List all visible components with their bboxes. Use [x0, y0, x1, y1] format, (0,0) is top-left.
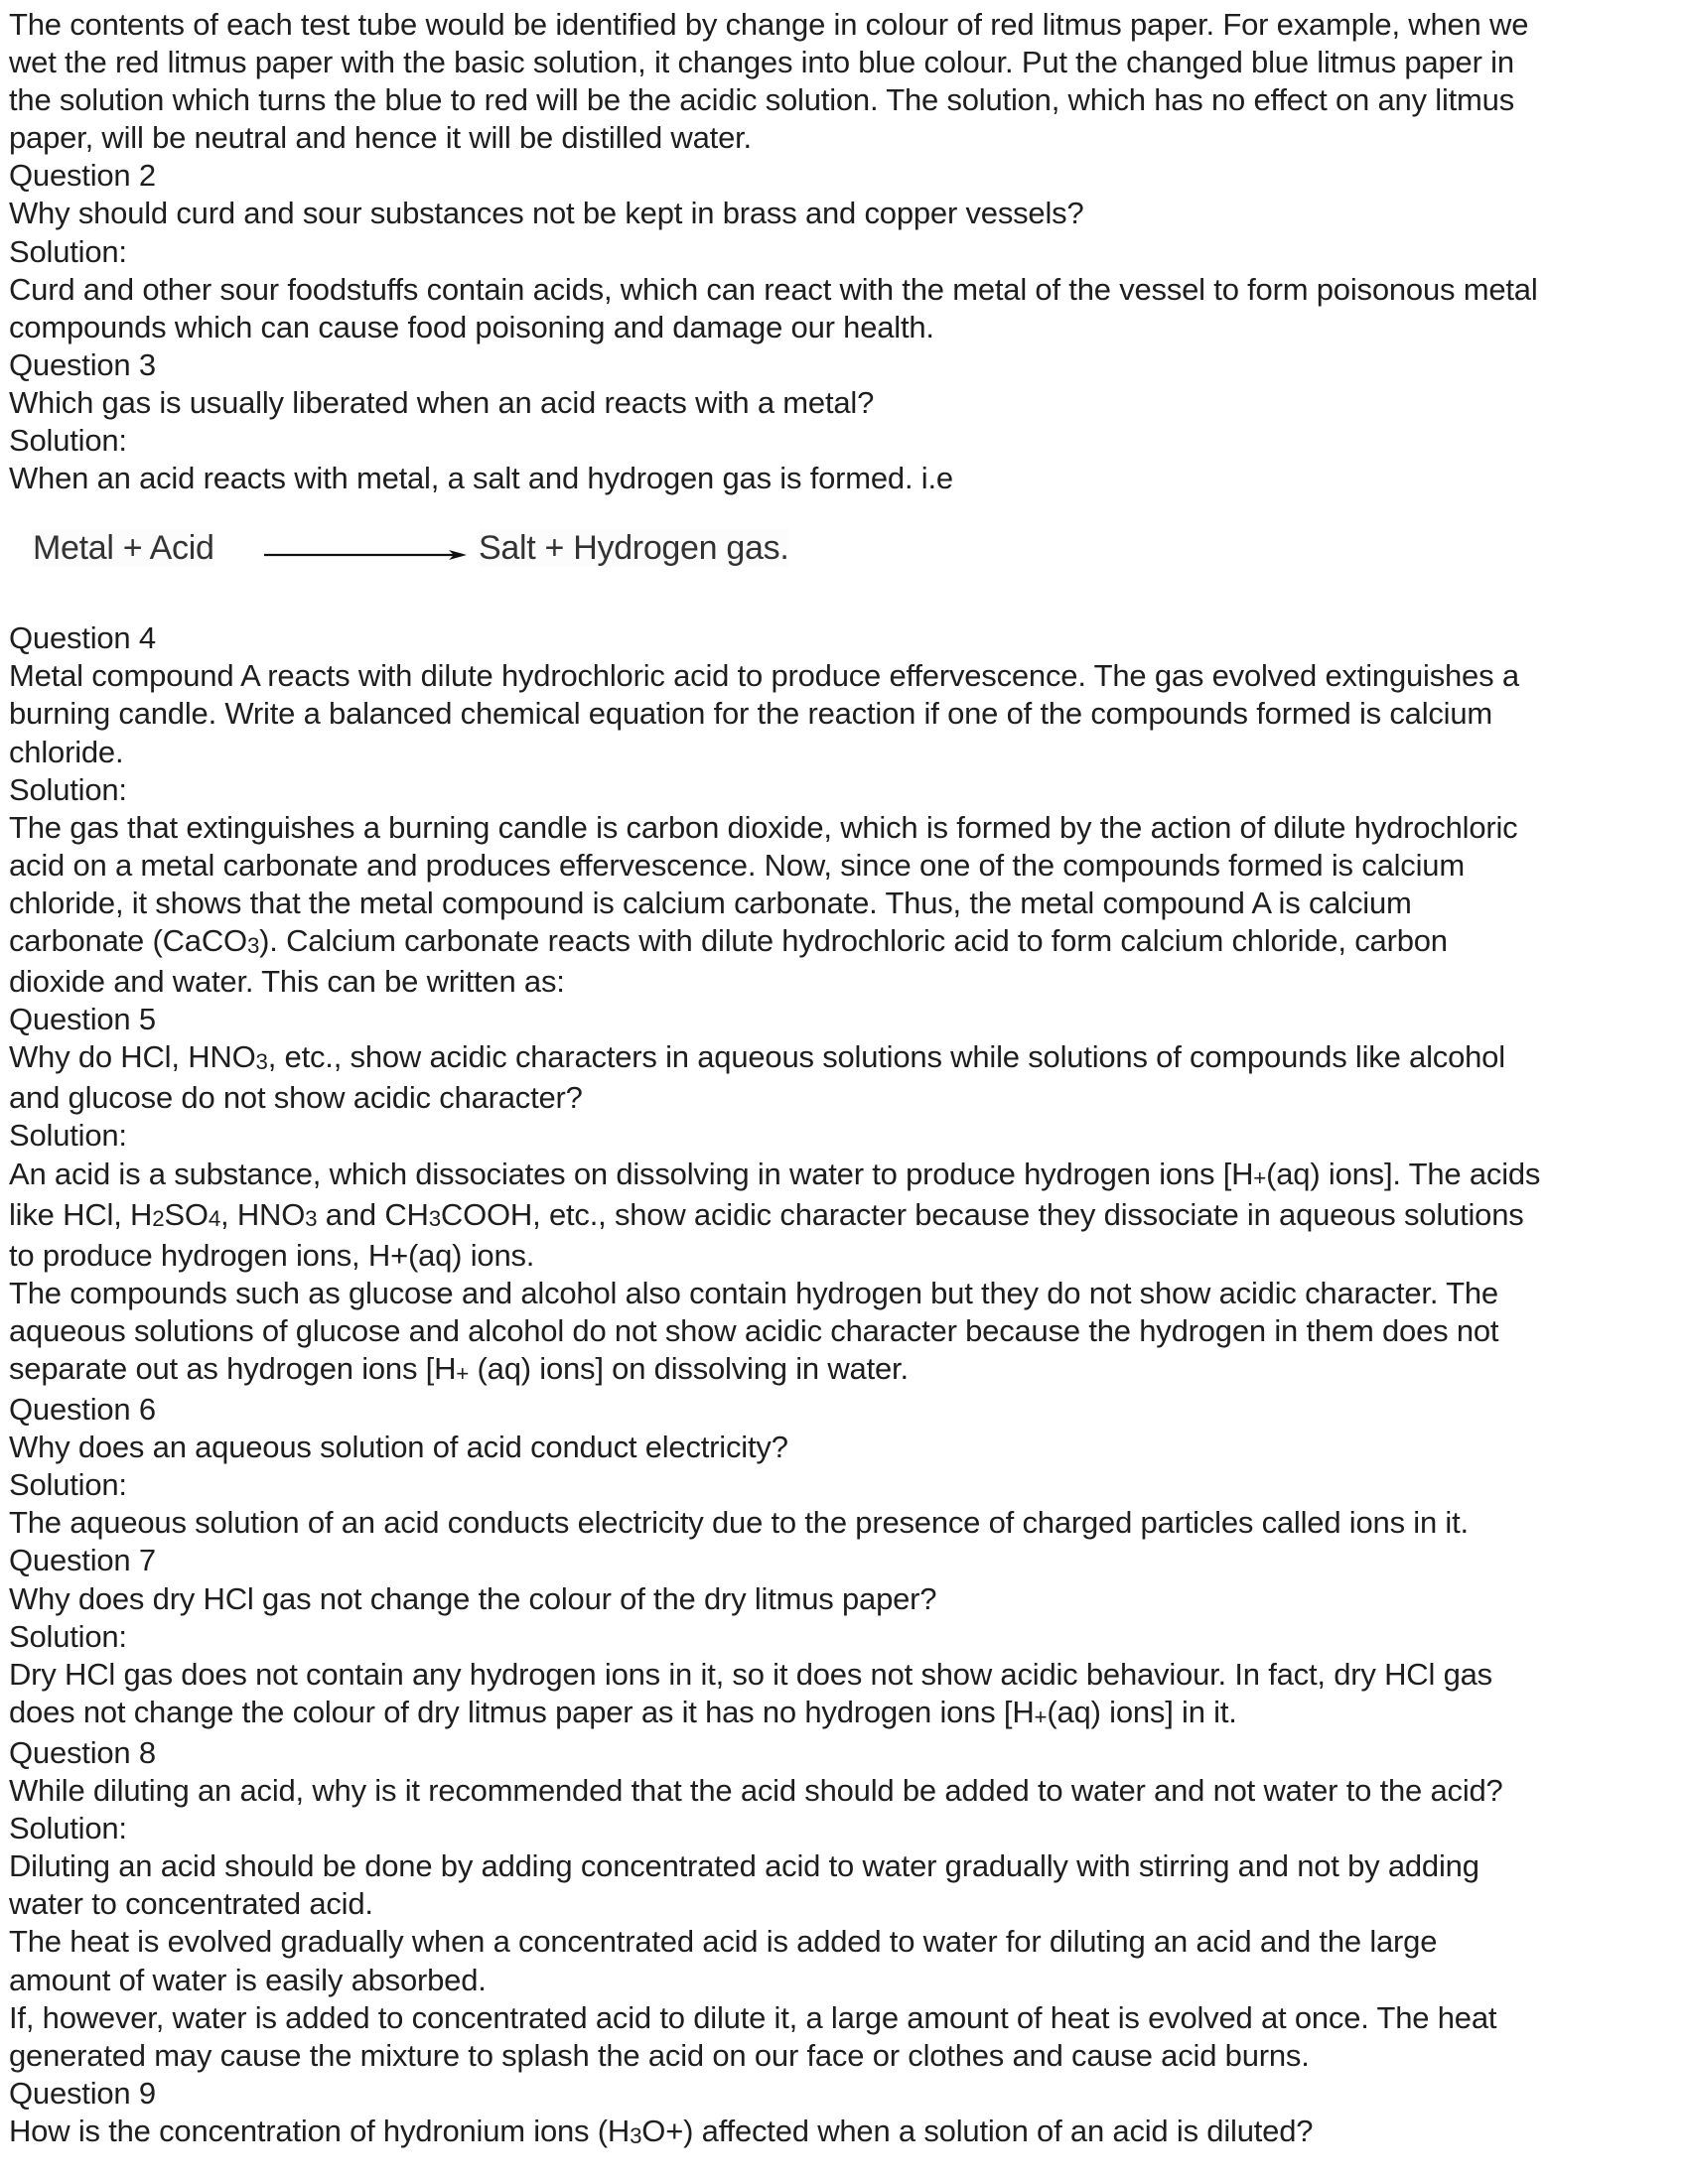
- question-heading: Question 3: [9, 346, 156, 382]
- answer-line: Diluting an acid should be done by adding concentrated acid to water gradually with stirring and not by adding: [9, 1848, 1479, 1884]
- answer-line: When an acid reacts with metal, a salt and hydrogen gas is formed. i.e: [9, 461, 953, 496]
- answer-line: chloride, it shows that the metal compound is calcium carbonate. Thus, the metal compound A is calcium: [9, 885, 1412, 920]
- question-text: Why does dry HCl gas not change the colour of the dry litmus paper?: [9, 1580, 937, 1616]
- text-run: Why do HCl, HNO: [9, 1039, 256, 1075]
- question-8-block: [9, 1734, 1687, 2075]
- text-run: How is the concentration of hydronium ions (H: [9, 2113, 631, 2148]
- text-run: An acid is a substance, which dissociates on dissolving in water to produce hydrogen ions [H: [9, 1156, 1254, 1191]
- text-run: , etc., show acidic characters in aqueous solutions while solutions of compounds like alcohol: [267, 1039, 1505, 1075]
- question-text: [9, 1038, 1687, 1079]
- question-heading: Question 4: [9, 620, 156, 656]
- question-9-block: [9, 2075, 1687, 2153]
- answer-line: The compounds such as glucose and alcohol also contain hydrogen but they do not show acidic character. The: [9, 1275, 1498, 1310]
- subscript: +: [1034, 1704, 1048, 1729]
- answer-line: aqueous solutions of glucose and alcohol do not show acidic character because the hydrogen in them does not: [9, 1312, 1499, 1348]
- subscript: 3: [630, 2122, 642, 2148]
- solution-label: Solution:: [9, 1467, 127, 1503]
- text-run: (aq) ions]. The acids: [1266, 1156, 1541, 1191]
- subscript: 3: [255, 1049, 268, 1075]
- question-text: [9, 2113, 1687, 2153]
- answer-line: Dry HCl gas does not contain any hydrogen ions in it, so it does not show acidic behaviour. In fact, dry HCl gas: [9, 1656, 1492, 1692]
- answer-line: If, however, water is added to concentrated acid to dilute it, a large amount of heat is evolved at once. The heat: [9, 1999, 1497, 2035]
- text-run: (aq) ions] on dissolving in water.: [469, 1351, 909, 1386]
- text-line: wet the red litmus paper with the basic solution, it changes into blue colour. Put the changed blue litmus paper in: [9, 45, 1514, 80]
- solution-label: Solution:: [9, 1811, 127, 1846]
- subscript: 2: [152, 1206, 165, 1232]
- answer-line: [9, 922, 1687, 963]
- answer-line: to produce hydrogen ions, H+(aq) ions.: [9, 1237, 535, 1273]
- question-text: While diluting an acid, why is it recommended that the acid should be added to water and not water to the acid?: [9, 1773, 1503, 1809]
- subscript: +: [1253, 1165, 1267, 1191]
- question-text: Metal compound A reacts with dilute hydrochloric acid to produce effervescence. The gas evolved extinguishes a: [9, 658, 1519, 694]
- text-line: The contents of each test tube would be identified by change in colour of red litmus paper. For example, when we: [9, 7, 1529, 42]
- text-run: separate out as hydrogen ions [H: [9, 1351, 457, 1386]
- answer-line: The heat is evolved gradually when a concentrated acid is added to water for diluting an acid and the large: [9, 1924, 1438, 1960]
- question-3-block: [9, 346, 1687, 619]
- answer-line: amount of water is easily absorbed.: [9, 1962, 487, 1997]
- question-text: Why does an aqueous solution of acid conduct electricity?: [9, 1430, 788, 1465]
- subscript: +: [456, 1360, 470, 1386]
- answer-line: [9, 1350, 1687, 1391]
- text-run: and CH: [317, 1196, 429, 1232]
- solution-label: Solution:: [9, 771, 127, 807]
- question-6-block: [9, 1391, 1687, 1542]
- question-heading: Question 2: [9, 158, 156, 194]
- question-text: burning candle. Write a balanced chemical equation for the reaction if one of the compounds formed is calcium: [9, 696, 1493, 732]
- question-4-block: [9, 619, 1687, 1001]
- text-run: , HNO: [220, 1196, 306, 1232]
- question-heading: Question 9: [9, 2075, 156, 2111]
- question-5-block: [9, 1001, 1687, 1391]
- text-run: O+) affected when a solution of an acid is diluted?: [641, 2113, 1314, 2148]
- text-run: does not change the colour of dry litmus paper as it has no hydrogen ions [H: [9, 1694, 1035, 1729]
- text-line: paper, will be neutral and hence it will be distilled water.: [9, 120, 752, 156]
- answer-line: The aqueous solution of an acid conducts electricity due to the presence of charged particles called ions in it.: [9, 1505, 1469, 1541]
- question-7-block: [9, 1542, 1687, 1733]
- right-arrow-icon: [264, 549, 475, 561]
- reaction-equation-image: [9, 497, 1687, 619]
- answer-line: compounds which can cause food poisoning and damage our health.: [9, 309, 934, 344]
- document-page: [9, 6, 1687, 2153]
- subscript: 3: [305, 1206, 318, 1232]
- answer-line: water to concentrated acid.: [9, 1886, 373, 1922]
- subscript: 3: [428, 1206, 441, 1232]
- answer-line: The gas that extinguishes a burning candle is carbon dioxide, which is formed by the action of dilute hydrochloric: [9, 809, 1518, 845]
- question-text: Why should curd and sour substances not be kept in brass and copper vessels?: [9, 196, 1084, 231]
- question-heading: Question 6: [9, 1392, 156, 1428]
- question-text: chloride.: [9, 734, 124, 769]
- answer-line: [9, 1694, 1687, 1734]
- subscript: 3: [246, 932, 260, 958]
- text-run: SO: [164, 1196, 209, 1232]
- answer-line: generated may cause the mixture to splash the acid on our face or clothes and cause acid burns.: [9, 2037, 1310, 2073]
- text-run: like HCl, H: [9, 1196, 153, 1232]
- answer-line: acid on a metal carbonate and produces effervescence. Now, since one of the compounds formed is calcium: [9, 847, 1465, 883]
- intro-paragraph: [9, 6, 1687, 157]
- text-run: (aq) ions] in it.: [1047, 1694, 1237, 1729]
- question-heading: Question 7: [9, 1543, 156, 1578]
- answer-line: Curd and other sour foodstuffs contain acids, which can react with the metal of the vessel to form poisonous metal: [9, 271, 1538, 307]
- text-run: COOH, etc., show acidic character because they dissociate in aqueous solutions: [440, 1196, 1524, 1232]
- equation-reactants: Metal + Acid: [33, 529, 214, 568]
- solution-label: Solution:: [9, 233, 127, 269]
- equation-products: Salt + Hydrogen gas.: [479, 529, 789, 568]
- question-2-block: [9, 157, 1687, 345]
- answer-line: [9, 1196, 1687, 1237]
- solution-label: Solution:: [9, 1618, 127, 1654]
- question-heading: Question 5: [9, 1002, 156, 1037]
- text-line: the solution which turns the blue to red will be the acidic solution. The solution, which has no effect on any litmus: [9, 82, 1515, 118]
- question-heading: Question 8: [9, 1734, 156, 1770]
- answer-line: dioxide and water. This can be written as:: [9, 964, 565, 1000]
- answer-line: [9, 1156, 1687, 1196]
- text-run: ). Calcium carbonate reacts with dilute hydrochloric acid to form calcium chloride, carbon: [259, 922, 1448, 958]
- question-text: and glucose do not show acidic character?: [9, 1080, 583, 1116]
- solution-label: Solution:: [9, 1118, 127, 1154]
- subscript: 4: [208, 1206, 221, 1232]
- question-text: Which gas is usually liberated when an acid reacts with a metal?: [9, 384, 875, 420]
- text-run: carbonate (CaCO: [9, 922, 247, 958]
- solution-label: Solution:: [9, 423, 127, 459]
